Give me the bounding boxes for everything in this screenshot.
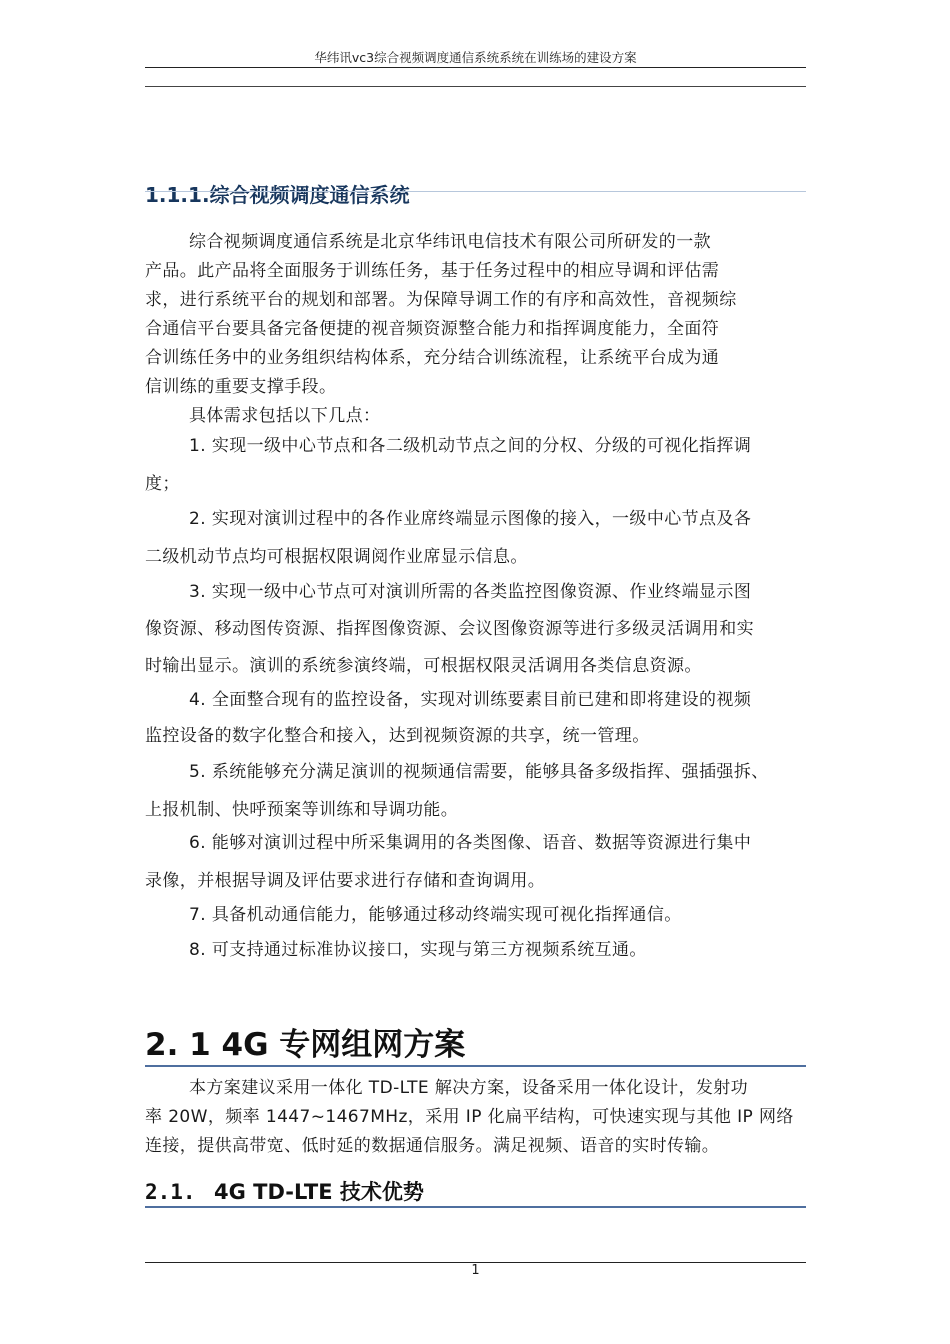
list-item-4: 4. 全面整合现有的监控设备，实现对训练要素目前已建和即将建设的视频 — [189, 690, 752, 710]
intro-line: 综合视频调度通信系统是北京华纬讯电信技术有限公司所研发的一款 — [189, 232, 711, 252]
section-number: 2.1. — [145, 1180, 196, 1204]
list-item-1: 1. 实现一级中心节点和各二级机动节点之间的分权、分级的可视化指挥调 — [189, 436, 752, 456]
intro-line: 产品。此产品将全面服务于训练任务，基于任务过程中的相应导调和评估需 — [145, 261, 720, 281]
list-intro: 具体需求包括以下几点： — [189, 406, 381, 426]
list-item-2: 2. 实现对演训过程中的各作业席终端显示图像的接入，一级中心节点及各 — [189, 509, 752, 529]
intro-line: 信训练的重要支撑手段。 — [145, 377, 337, 397]
page-number: 1 — [471, 1263, 480, 1278]
intro-line: 求，进行系统平台的规划和部署。为保障导调工作的有序和高效性，音视频综 — [145, 290, 737, 310]
list-item-3: 3. 实现一级中心节点可对演训所需的各类监控图像资源、作业终端显示图 — [189, 582, 752, 602]
list-item-6: 6. 能够对演训过程中所采集调用的各类图像、语音、数据等资源进行集中 — [189, 833, 752, 853]
running-header: 华纬讯vc3综合视频调度通信系统系统在训练场的建设方案 — [314, 50, 637, 65]
section-title: 4G TD-LTE 技术优势 — [214, 1180, 424, 1204]
list-item-8: 8. 可支持通过标准协议接口，实现与第三方视频系统互通。 — [189, 940, 647, 960]
list-item-1-cont: 度； — [145, 474, 180, 494]
header-rule — [145, 67, 806, 68]
section-heading-underline — [145, 1206, 806, 1208]
chapter-heading: 2. 1 4G 专网组网方案 — [145, 1027, 466, 1063]
section-heading-2-1 — [145, 1176, 424, 1206]
intro-line: 合训练任务中的业务组织结构体系，充分结合训练流程，让系统平台成为通 — [145, 348, 720, 368]
body-line: 本方案建议采用一体化 TD-LTE 解决方案，设备采用一体化设计，发射功 — [189, 1078, 749, 1098]
list-item-7: 7. 具备机动通信能力，能够通过移动终端实现可视化指挥通信。 — [189, 905, 682, 925]
heading-underline — [145, 191, 806, 192]
intro-line: 合通信平台要具备完备便捷的视音频资源整合能力和指挥调度能力，全面符 — [145, 319, 720, 339]
chapter-heading-underline — [145, 1065, 806, 1067]
section-heading-1-1-1: 1.1.1.综合视频调度通信系统 — [145, 183, 410, 207]
body-line: 连接，提供高带宽、低时延的数据通信服务。满足视频、语音的实时传输。 — [145, 1136, 720, 1156]
list-item-6-cont: 录像，并根据导调及评估要求进行存储和查询调用。 — [145, 871, 546, 891]
list-item-5: 5. 系统能够充分满足演训的视频通信需要，能够具备多级指挥、强插强拆、 — [189, 762, 769, 782]
list-item-5-cont: 上报机制、快呼预案等训练和导调功能。 — [145, 800, 459, 820]
list-item-3-cont: 时输出显示。演训的系统参演终端，可根据权限灵活调用各类信息资源。 — [145, 656, 702, 676]
list-item-4-cont: 监控设备的数字化整合和接入，达到视频资源的共享，统一管理。 — [145, 726, 650, 746]
list-item-3-cont: 像资源、移动图传资源、指挥图像资源、会议图像资源等进行多级灵活调用和实 — [145, 619, 754, 639]
list-item-2-cont: 二级机动节点均可根据权限调阅作业席显示信息。 — [145, 547, 528, 567]
header-rule-secondary — [145, 86, 806, 87]
body-line: 率 20W，频率 1447~1467MHz，采用 IP 化扁平结构，可快速实现与其他 IP 网络 — [145, 1107, 794, 1127]
